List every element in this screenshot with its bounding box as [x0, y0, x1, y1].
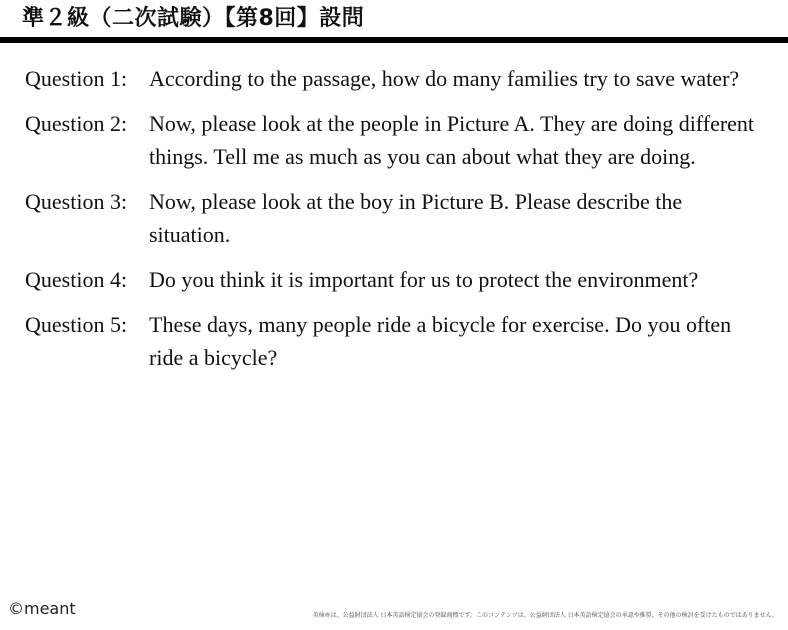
copyright-text: ©meant [8, 599, 76, 618]
question-label: Question 2: [25, 111, 128, 136]
question-label: Question 3: [25, 189, 128, 214]
question-item [25, 107, 765, 173]
question-text: These days, many people ride a bicycle for exercise. Do you often ride a bicycle? [149, 312, 732, 370]
question-item [25, 308, 765, 374]
question-text: Now, please look at the boy in Picture B. Please describe the situation. [149, 189, 683, 247]
question-list [25, 62, 765, 386]
question-label: Question 5: [25, 312, 128, 337]
header-divider [0, 37, 788, 43]
question-item [25, 263, 765, 296]
question-label: Question 1: [25, 66, 128, 91]
question-label: Question 4: [25, 267, 128, 292]
question-text: Do you think it is important for us to protect the environment? [149, 267, 699, 292]
question-item [25, 62, 765, 95]
trademark-notice: 英検®は、公益財団法人 日本英語検定協会の登録商標です。このコンテンツは、公益財団法人 日本英語検定協会の承認や推奨、その他の検討を受けたものではありません。 [312, 612, 778, 619]
page-title: 準２級（二次試験）【第8回】設問 [22, 6, 365, 31]
question-item [25, 185, 765, 251]
question-text: Now, please look at the people in Picture A. They are doing different things. Tell me as much as you can about what they are doing. [149, 111, 755, 169]
question-text: According to the passage, how do many families try to save water? [149, 66, 740, 91]
header [0, 0, 788, 44]
